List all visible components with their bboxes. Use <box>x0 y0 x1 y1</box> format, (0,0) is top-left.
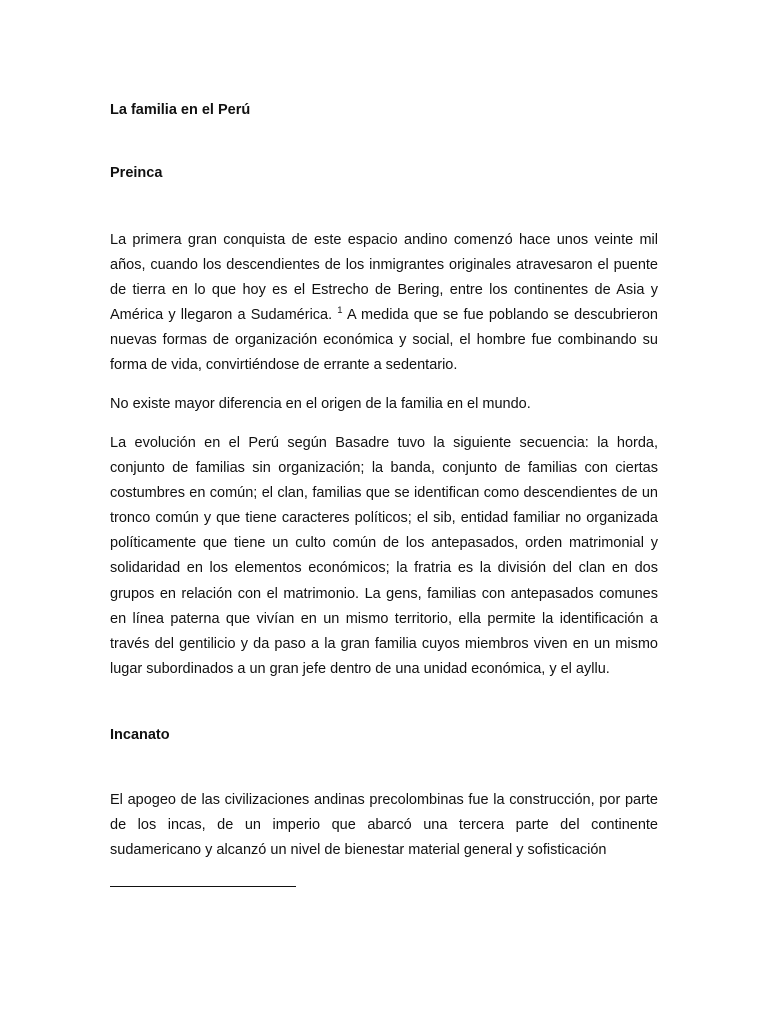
document-title: La familia en el Perú <box>110 102 251 118</box>
paragraph-evolucion: La evolución en el Perú según Basadre tuvo la siguiente secuencia: la horda, conjunto de familias sin organización; la banda, conjunto de familias con ciertas costumbres en común; el clan, familias que se identifican como descendientes de un tronco común y que tiene caracteres políticos; el sib, entidad familiar no organizada políticamente que tiene un culto común de los antepasados, orden matrimonial y solidaridad en los elementos económicos; la fratria es la división del clan en dos grupos en relación con el matrimonio. La gens, familias con antepasados comunes en línea paterna que vivían en un mismo territorio, ella permite la identificación a través del gentilicio y da paso a la gran familia cuyos miembros viven en un mismo lugar subordinados a un gran jefe dentro de una unidad económica, y el ayllu. <box>110 435 658 677</box>
paragraph-text: La primera gran conquista de este espacio andino comenzó hace unos veinte mil años, cuando los descendientes de los inmigrantes originales atravesaron el puente de tierra en lo que hoy es el Estrecho de Bering, entre los continentes de Asia y América y llegaron a Sudamérica. <box>110 232 658 324</box>
section-heading-preinca: Preinca <box>110 165 163 181</box>
paragraph-origen: No existe mayor diferencia en el origen de la familia en el mundo. <box>110 396 531 412</box>
footnote-separator <box>110 886 296 887</box>
paragraph-text: A medida que se fue poblando se descubrieron nuevas formas de organización económica y social, el hombre fue combinando su forma de vida, convirtiéndose de errante a sedentario. <box>110 307 658 374</box>
paragraph-apogeo: El apogeo de las civilizaciones andinas precolombinas fue la construcción, por parte de los incas, de un imperio que abarcó una tercera parte del continente sudamericano y alcanzó un nivel de bienestar material general y sofisticación <box>110 792 658 859</box>
paragraph-conquista <box>110 228 658 379</box>
footnote-reference[interactable]: 1 <box>337 305 343 317</box>
section-heading-incanato: Incanato <box>110 727 170 743</box>
